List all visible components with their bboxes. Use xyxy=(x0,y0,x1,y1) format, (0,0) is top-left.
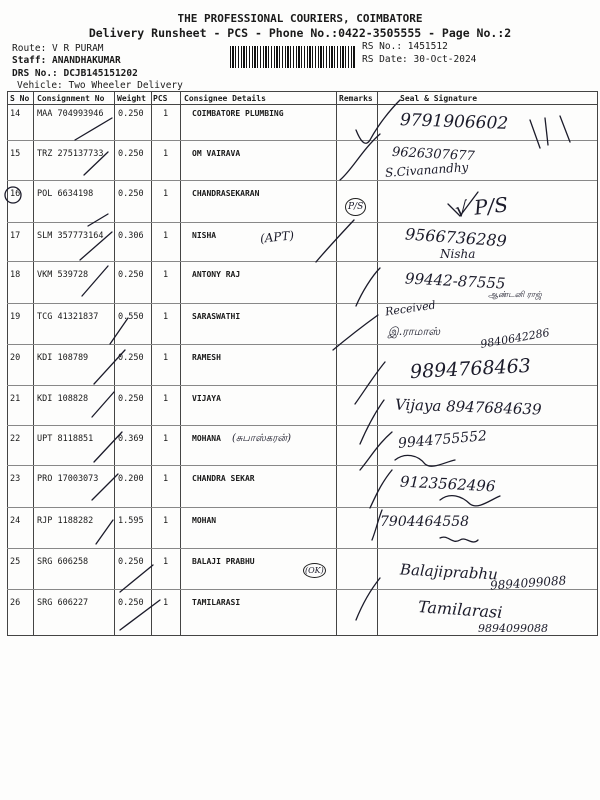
pcs-cell: 1 xyxy=(163,109,169,119)
consignment-cell: SRG 606227 xyxy=(37,598,89,608)
col-header-seal: Seal & Signature xyxy=(400,94,478,103)
sno-cell: 22 xyxy=(10,434,21,444)
sno-cell: 26 xyxy=(10,598,21,608)
remark-note: (சுபாஸ்கரன்) xyxy=(232,433,291,444)
route-label: Route: V R PURAM xyxy=(12,43,104,54)
rs-number: RS No.: 1451512 xyxy=(362,41,448,52)
col-header-consignee: Consignee Details xyxy=(184,94,266,103)
row-rule xyxy=(7,180,597,181)
pcs-cell: 1 xyxy=(163,394,169,404)
drs-number: DRS No.: DCJB145151202 xyxy=(12,68,138,79)
sno-cell: 15 xyxy=(10,149,21,159)
remark-stamp: (OK) xyxy=(303,563,326,578)
table-top-rule xyxy=(7,91,597,92)
weight-cell: 0.250 xyxy=(118,598,144,608)
sno-cell: 14 xyxy=(10,109,21,119)
table-bottom-rule xyxy=(7,635,597,636)
col-header-sno: S No xyxy=(10,94,30,103)
col-header-consignment: Consignment No xyxy=(37,94,105,103)
consignee-cell: RAMESH xyxy=(192,353,221,362)
consignment-cell: TCG 41321837 xyxy=(37,312,99,322)
col-rule xyxy=(336,91,337,636)
handwritten-note: Received xyxy=(384,298,437,319)
pcs-cell: 1 xyxy=(163,474,169,484)
vehicle-label: Vehicle: Two Wheeler Delivery xyxy=(17,80,183,91)
consignment-cell: KDI 108828 xyxy=(37,394,89,404)
handwritten-signature: S.Civanandhy xyxy=(384,160,469,180)
handwritten-phone: 7904464558 xyxy=(380,514,470,530)
row-rule xyxy=(7,140,597,141)
consignment-cell: UPT 8118851 xyxy=(37,434,94,444)
sno-cell: 16 xyxy=(10,189,21,199)
col-rule xyxy=(180,91,181,636)
pcs-cell: 1 xyxy=(163,270,169,280)
handwritten-signature: ஆண்டனி ராஜ் xyxy=(488,290,542,299)
col-rule xyxy=(114,91,115,636)
weight-cell: 0.250 xyxy=(118,557,144,567)
handwritten-phone: 9840642286 xyxy=(479,326,551,351)
pcs-cell: 1 xyxy=(163,598,169,608)
consignee-cell: MOHANA xyxy=(192,434,221,443)
sno-cell: 23 xyxy=(10,474,21,484)
pcs-cell: 1 xyxy=(163,353,169,363)
pcs-cell: 1 xyxy=(163,312,169,322)
handwritten-phone: 9626307677 xyxy=(391,144,476,165)
weight-cell: 0.250 xyxy=(118,189,144,199)
staff-label: Staff: ANANDHAKUMAR xyxy=(12,55,121,66)
consignee-cell: CHANDRA SEKAR xyxy=(192,474,255,483)
weight-cell: 0.550 xyxy=(118,312,144,322)
handwritten-signature: Tamilarasi xyxy=(417,597,503,622)
table-header-rule xyxy=(7,104,597,105)
consignment-cell: TRZ 275137733 xyxy=(37,149,104,159)
row-rule xyxy=(7,425,597,426)
col-header-pcs: PCS xyxy=(153,94,168,103)
handwritten-phone: 9791906602 xyxy=(399,110,509,134)
handwritten-phone: 9894768463 xyxy=(409,354,532,384)
handwritten-phone: 9894099088 xyxy=(489,573,567,593)
barcode xyxy=(230,46,355,68)
consignee-cell: SARASWATHI xyxy=(192,312,241,321)
remark-note: (APT) xyxy=(259,228,295,246)
weight-cell: 0.250 xyxy=(118,109,144,119)
weight-cell: 1.595 xyxy=(118,516,144,526)
consignment-cell: PRO 17003073 xyxy=(37,474,99,484)
remark-stamp: P/S xyxy=(345,198,366,216)
consignee-cell: ANTONY RAJ xyxy=(192,270,241,279)
row-rule xyxy=(7,465,597,466)
consignee-cell: CHANDRASEKARAN xyxy=(192,189,260,198)
consignment-cell: SRG 606258 xyxy=(37,557,89,567)
row-rule xyxy=(7,385,597,386)
col-header-remarks: Remarks xyxy=(339,94,373,103)
consignee-cell: NISHA xyxy=(192,231,217,240)
handwritten-signature: Nisha xyxy=(440,247,476,261)
pcs-cell: 1 xyxy=(163,557,169,567)
pcs-cell: 1 xyxy=(163,189,169,199)
consignee-cell: COIMBATORE PLUMBING xyxy=(192,109,284,118)
sno-cell: 19 xyxy=(10,312,21,322)
row-rule xyxy=(7,303,597,304)
col-rule xyxy=(33,91,34,636)
weight-cell: 0.369 xyxy=(118,434,144,444)
handwritten-phone: Vijaya 8947684639 xyxy=(394,395,542,419)
sno-cell: 17 xyxy=(10,231,21,241)
weight-cell: 0.250 xyxy=(118,353,144,363)
handwritten-phone: 99442-87555 xyxy=(404,269,506,293)
consignee-cell: OM VAIRAVA xyxy=(192,149,241,158)
consignment-cell: RJP 1188282 xyxy=(37,516,94,526)
consignee-cell: MOHAN xyxy=(192,516,217,525)
consignee-cell: TAMILARASI xyxy=(192,598,241,607)
weight-cell: 0.250 xyxy=(118,270,144,280)
col-rule xyxy=(7,91,8,636)
sno-cell: 25 xyxy=(10,557,21,567)
handwritten-signature: இ.ராமாஸ் xyxy=(388,325,441,338)
pcs-cell: 1 xyxy=(163,149,169,159)
weight-cell: 0.306 xyxy=(118,231,144,241)
handwritten-phone: 9944755552 xyxy=(397,428,488,452)
consignment-cell: MAA 704993946 xyxy=(37,109,104,119)
col-rule xyxy=(377,91,378,636)
weight-cell: 0.250 xyxy=(118,149,144,159)
consignment-cell: POL 6634198 xyxy=(37,189,94,199)
row-rule xyxy=(7,261,597,262)
row-rule xyxy=(7,222,597,223)
handwritten-phone: 9566736289 xyxy=(404,224,508,251)
row-rule xyxy=(7,507,597,508)
col-rule xyxy=(597,91,598,636)
row-rule xyxy=(7,548,597,549)
consignee-cell: VIJAYA xyxy=(192,394,221,403)
sno-cell: 20 xyxy=(10,353,21,363)
sno-cell: 18 xyxy=(10,270,21,280)
pcs-cell: 1 xyxy=(163,516,169,526)
col-header-weight: Weight xyxy=(117,94,146,103)
company-title: THE PROFESSIONAL COURIERS, COIMBATORE xyxy=(177,12,423,25)
consignee-cell: BALAJI PRABHU xyxy=(192,557,255,566)
consignment-cell: KDI 108789 xyxy=(37,353,89,363)
rs-date: RS Date: 30-Oct-2024 xyxy=(362,54,477,65)
handwritten-phone: 9894099088 xyxy=(478,622,548,635)
pcs-cell: 1 xyxy=(163,434,169,444)
handwritten-signature: Balajiprabhu xyxy=(399,560,499,584)
runsheet-subtitle: Delivery Runsheet - PCS - Phone No.:0422-3505555 - Page No.:2 xyxy=(88,26,512,40)
sno-cell: 21 xyxy=(10,394,21,404)
col-rule xyxy=(151,91,152,636)
pcs-cell: 1 xyxy=(163,231,169,241)
consignment-cell: VKM 539728 xyxy=(37,270,89,280)
weight-cell: 0.200 xyxy=(118,474,144,484)
handwritten-phone: 9123562496 xyxy=(399,472,496,496)
weight-cell: 0.250 xyxy=(118,394,144,404)
handwritten-initials: √ P/S xyxy=(453,192,510,222)
consignment-cell: SLM 357773164 xyxy=(37,231,104,241)
sno-cell: 24 xyxy=(10,516,21,526)
